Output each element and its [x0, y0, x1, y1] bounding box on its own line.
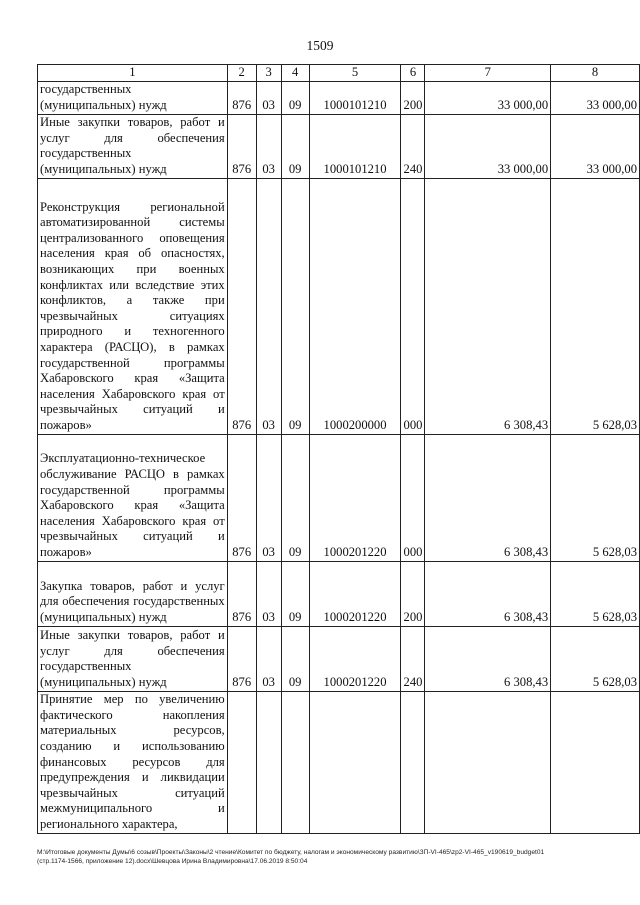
table-row — [38, 81, 640, 114]
cell-expense-type: 200 — [401, 81, 425, 114]
column-header: 6 — [401, 65, 425, 82]
column-header: 1 — [38, 65, 228, 82]
cell-target-article: 1000200000 — [309, 178, 401, 434]
column-header: 7 — [425, 65, 551, 82]
cell-target-article: 1000201220 — [309, 434, 401, 561]
table-row — [38, 434, 640, 561]
cell-ministry-code: 876 — [227, 178, 256, 434]
row-name: Принятие мер по увеличению фактического накопления материальных ресурсов, созданию и использованию финансовых ресурсов для предупреждения и ликвидации чрезвычайных ситуаций межмуниципального и регионального характера, — [38, 691, 228, 833]
cell-section: 03 — [256, 561, 281, 626]
cell-section: 03 — [256, 81, 281, 114]
cell-amount-2: 5 628,03 — [551, 434, 640, 561]
table-row — [38, 626, 640, 691]
column-header: 8 — [551, 65, 640, 82]
cell-target-article — [309, 691, 401, 833]
cell-expense-type: 240 — [401, 626, 425, 691]
cell-subsection: 09 — [281, 561, 309, 626]
cell-ministry-code: 876 — [227, 561, 256, 626]
document-path-footer — [37, 849, 617, 866]
cell-expense-type: 240 — [401, 114, 425, 178]
cell-expense-type: 000 — [401, 178, 425, 434]
cell-amount-2: 5 628,03 — [551, 178, 640, 434]
table-row — [38, 691, 640, 833]
cell-amount-2: 5 628,03 — [551, 626, 640, 691]
cell-subsection: 09 — [281, 81, 309, 114]
cell-subsection: 09 — [281, 626, 309, 691]
cell-subsection: 09 — [281, 114, 309, 178]
row-name: Реконструкция региональной автоматизированной системы централизованного оповещения населения края об опасностях, возникающих при военных конфликтах или вследствие этих конфликтов, а также при чрезвычайных ситуациях природного и техногенного характера (РАСЦО), в рамках государственной программы Хабаровского края «Защита населения Хабаровского края от чрезвычайных ситуаций и пожаров» — [38, 178, 228, 434]
cell-amount-2: 5 628,03 — [551, 561, 640, 626]
cell-amount-1: 6 308,43 — [425, 626, 551, 691]
budget-table — [37, 64, 640, 834]
footer-line: M:\Итоговые документы Думы\6 созыв\Проекты\Законы\2 чтение\Комитет по бюджету, налогам и экономическому развитию\ЗП-VI-465\zp2-VI-465_v190619_budget01 — [37, 849, 545, 856]
cell-amount-1: 6 308,43 — [425, 561, 551, 626]
cell-subsection: 09 — [281, 434, 309, 561]
cell-section: 03 — [256, 626, 281, 691]
table-row — [38, 114, 640, 178]
row-name: государственных (муниципальных) нужд — [38, 81, 228, 114]
table-row — [38, 178, 640, 434]
cell-target-article: 1000201220 — [309, 626, 401, 691]
cell-expense-type: 000 — [401, 434, 425, 561]
cell-expense-type: 200 — [401, 561, 425, 626]
row-name: Иные закупки товаров, работ и услуг для обеспечения государственных (муниципальных) нужд — [38, 114, 228, 178]
page-number: 1509 — [306, 38, 334, 53]
cell-ministry-code: 876 — [227, 626, 256, 691]
cell-section: 03 — [256, 434, 281, 561]
column-header: 3 — [256, 65, 281, 82]
cell-section: 03 — [256, 114, 281, 178]
column-header: 2 — [227, 65, 256, 82]
row-name: Эксплуатационно-техническое обслуживание РАСЦО в рамках государственной программы Хабаровского края «Защита населения Хабаровского края от чрезвычайных ситуаций и пожаров» — [38, 434, 228, 561]
cell-subsection: 09 — [281, 178, 309, 434]
column-header: 5 — [309, 65, 401, 82]
cell-section — [256, 691, 281, 833]
cell-amount-2: 33 000,00 — [551, 114, 640, 178]
cell-subsection — [281, 691, 309, 833]
row-name: Иные закупки товаров, работ и услуг для обеспечения государственных (муниципальных) нужд — [38, 626, 228, 691]
cell-target-article: 1000201220 — [309, 561, 401, 626]
cell-amount-1: 33 000,00 — [425, 81, 551, 114]
cell-target-article: 1000101210 — [309, 81, 401, 114]
cell-ministry-code: 876 — [227, 114, 256, 178]
cell-amount-1: 6 308,43 — [425, 178, 551, 434]
table-row — [38, 561, 640, 626]
cell-expense-type — [401, 691, 425, 833]
cell-section: 03 — [256, 178, 281, 434]
cell-amount-1 — [425, 691, 551, 833]
cell-target-article: 1000101210 — [309, 114, 401, 178]
footer-line: (стр.1174-1566, приложение 12).docx\Шевцова Ирина Владимировна\17.06.2019 8:50:04 — [37, 857, 308, 865]
cell-amount-1: 33 000,00 — [425, 114, 551, 178]
cell-amount-1: 6 308,43 — [425, 434, 551, 561]
cell-ministry-code: 876 — [227, 81, 256, 114]
row-name: Закупка товаров, работ и услуг для обеспечения государственных (муниципальных) нужд — [38, 561, 228, 626]
cell-ministry-code — [227, 691, 256, 833]
column-number-header — [38, 65, 640, 82]
cell-amount-2: 33 000,00 — [551, 81, 640, 114]
column-header: 4 — [281, 65, 309, 82]
cell-amount-2 — [551, 691, 640, 833]
cell-ministry-code: 876 — [227, 434, 256, 561]
